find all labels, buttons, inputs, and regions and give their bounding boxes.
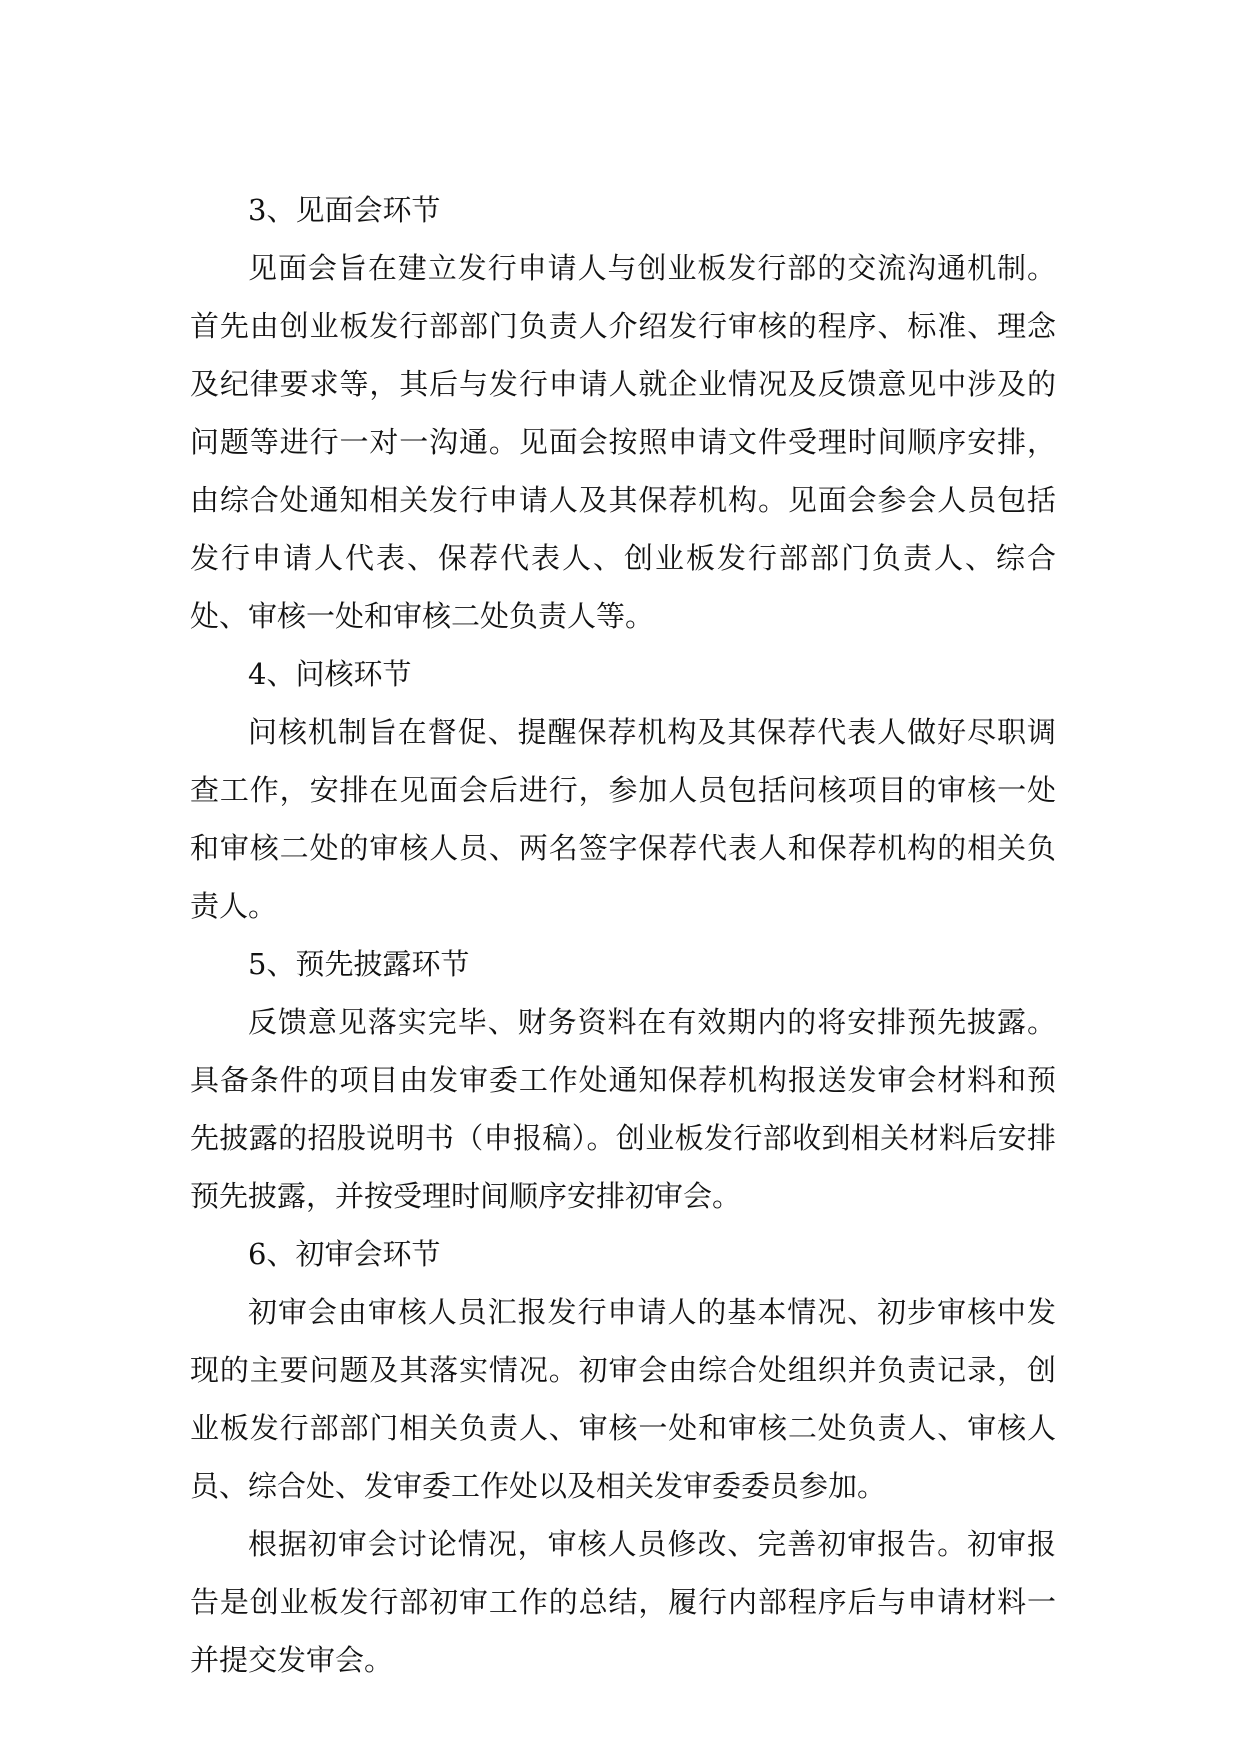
paragraph-meeting: 见面会旨在建立发行申请人与创业板发行部的交流沟通机制。首先由创业板发行部部门负责人介绍发行审核的程序、标准、理念及纪律要求等，其后与发行申请人就企业情况及反馈意见中涉及的问题等进行一对一沟通。见面会按照申请文件受理时间顺序安排，由综合处通知相关发行申请人及其保荐机构。见面会参会人员包括发行申请人代表、保荐代表人、创业板发行部部门负责人、综合处、审核一处和审核二处负责人等。 — [190, 251, 1056, 633]
section-heading-preliminary-review: 6、初审会环节 — [248, 1237, 441, 1271]
paragraph-pre-disclosure: 反馈意见落实完毕、财务资料在有效期内的将安排预先披露。具备条件的项目由发审委工作处通知保荐机构报送发审会材料和预先披露的招股说明书（申报稿）。创业板发行部收到相关材料后安排预先披露，并按受理时间顺序安排初审会。 — [190, 1005, 1056, 1213]
paragraph-preliminary-report: 根据初审会讨论情况，审核人员修改、完善初审报告。初审报告是创业板发行部初审工作的总结，履行内部程序后与申请材料一并提交发审会。 — [190, 1527, 1056, 1677]
section-heading-inquiry: 4、问核环节 — [248, 657, 412, 691]
section-heading-meeting: 3、见面会环节 — [248, 193, 441, 227]
paragraph-inquiry: 问核机制旨在督促、提醒保荐机构及其保荐代表人做好尽职调查工作，安排在见面会后进行，参加人员包括问核项目的审核一处和审核二处的审核人员、两名签字保荐代表人和保荐机构的相关负责人。 — [190, 715, 1056, 923]
paragraph-preliminary-review: 初审会由审核人员汇报发行申请人的基本情况、初步审核中发现的主要问题及其落实情况。初审会由综合处组织并负责记录，创业板发行部部门相关负责人、审核一处和审核二处负责人、审核人员、综合处、发审委工作处以及相关发审委委员参加。 — [190, 1295, 1056, 1503]
section-heading-pre-disclosure: 5、预先披露环节 — [248, 947, 470, 981]
document-page — [190, 181, 1056, 1689]
